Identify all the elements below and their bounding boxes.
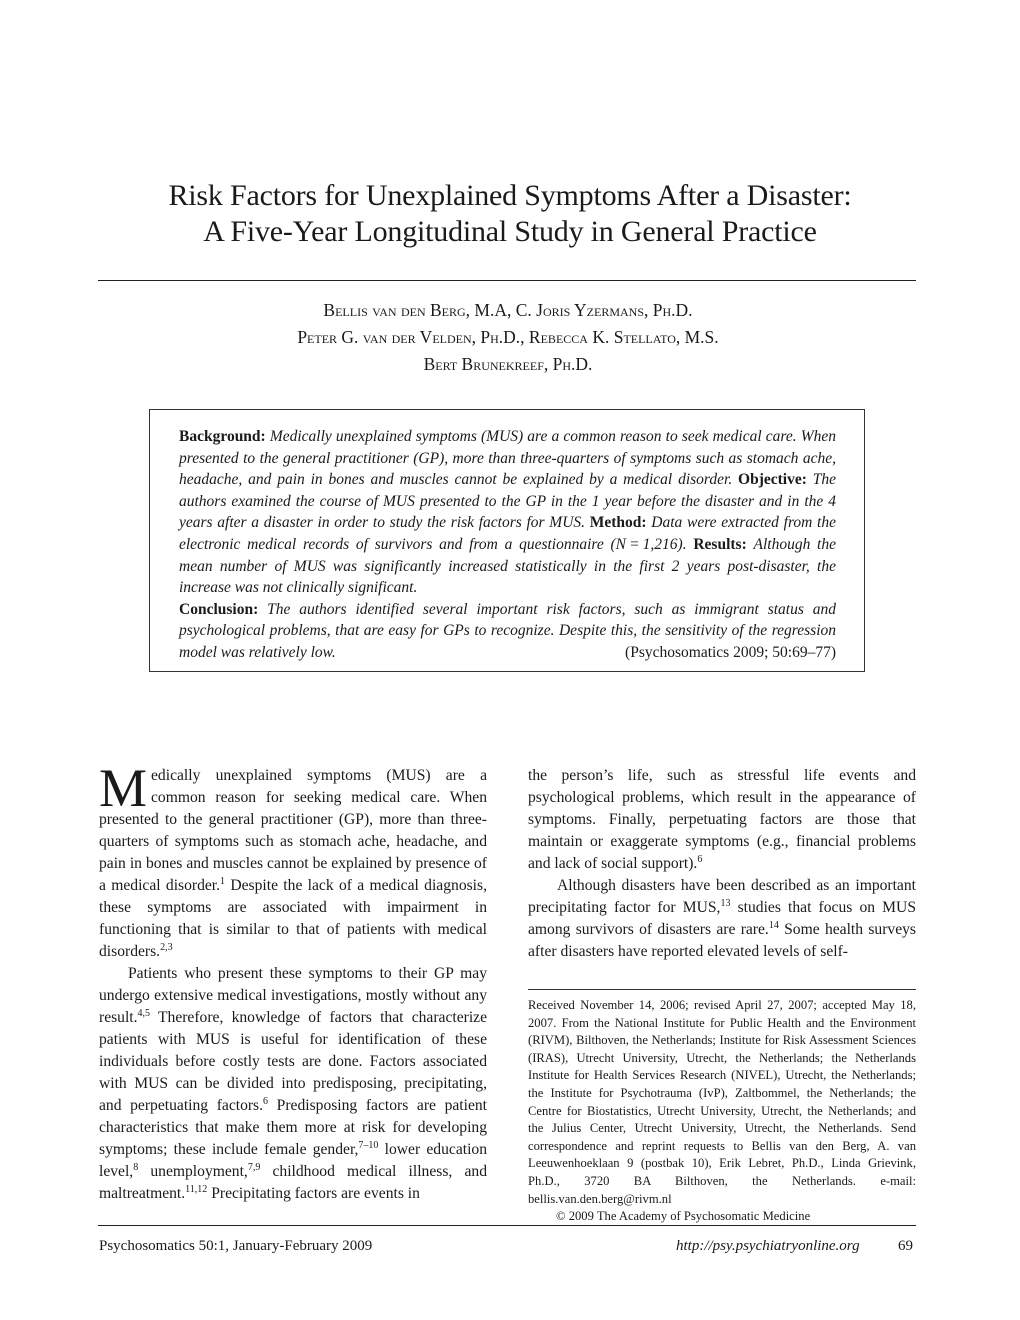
text-run: Predisposing factors are patient characteristics that make them more at risk for developing symptoms; these include female gender,: [99, 1097, 487, 1158]
method-label: Method:: [589, 514, 647, 532]
text-run: Although disasters have been described as an important precipitating factor for MUS,: [528, 877, 916, 916]
author-list: [100, 297, 916, 378]
citation-ref: 8: [133, 1162, 139, 1173]
text-run: unemployment,: [138, 1163, 248, 1180]
text-run: Despite the lack of a medical diagnosis, these symptoms are associated with impairment in functioning that is similar to that of patients with medical disorders.: [99, 877, 487, 960]
footnote-divider: [528, 989, 916, 990]
author-line-1: Bellis van den Berg, M.A, C. Joris Yzermans, Ph.D.: [323, 300, 693, 320]
text-run: Patients who present these symptoms to their GP may undergo extensive medical investigations, mostly without any result.: [99, 965, 487, 1026]
conclusion-text: The authors identified several important risk factors, such as immigrant status and psychological problems, that are easy for GPs to recognize. Despite this, the sensitivity of the regression model was relatively low.: [179, 600, 836, 661]
body-column-left: [99, 758, 487, 1205]
text-run: childhood medical illness, and maltreatment.: [99, 1163, 487, 1202]
page-number: 69: [898, 1238, 913, 1254]
objective-label: Objective:: [738, 471, 807, 489]
body-paragraph: [528, 875, 916, 963]
text-run: Some health surveys after disasters have reported elevated levels of self-: [528, 921, 916, 960]
body-column-right: [528, 765, 916, 963]
abstract-box: [149, 409, 865, 672]
text-run: the person’s life, such as stressful life events and psychological problems, which result in the appearance of symptoms. Finally, perpetuating factors are those that maintain or exaggerate symptoms (e.g., financial problems and lack of social support).: [528, 767, 916, 872]
author-line-2: Peter G. van der Velden, Ph.D., Rebecca K. Stellato, M.S.: [297, 327, 719, 347]
objective-text: The authors examined the course of MUS presented to the GP in the 1 year before the disaster and in the 4 years after a disaster in order to study the risk factors for MUS.: [179, 471, 836, 532]
method-text: Data were extracted from the electronic medical records of survivors and from a questionnaire (N = 1,216).: [179, 514, 836, 553]
body-paragraph: [99, 963, 487, 1205]
article-title: [80, 178, 940, 250]
citation-ref: 7–10: [358, 1140, 379, 1151]
body-paragraph: [528, 765, 916, 875]
journal-url-link[interactable]: http://psy.psychiatryonline.org: [676, 1238, 860, 1254]
text-run: Precipitating factors are events in: [207, 1185, 420, 1202]
abstract-text: [179, 426, 836, 664]
citation-ref: 4,5: [137, 1008, 151, 1019]
citation-ref: 1: [220, 876, 226, 887]
footnote-text: Received November 14, 2006; revised April 27, 2007; accepted May 18, 2007. From the National Institute for Public Health and the Environment (RIVM), Bilthoven, the Netherlands; Institute for Risk Assessment Sciences (IRAS), Utrecht University, Utrecht, the Netherlands; the Netherlands Institute for Health Services Research (NIVEL), Utrecht, the Netherlands; the Institute for Psychotrauma (IvP), Zaltbommel, the Netherlands; the Centre for Biostatistics, Utrecht University, Utrecht, the Netherlands; and the Julius Center, Utrecht University, Utrecht, the Netherlands. Send correspondence and reprint requests to Bellis van den Berg, A. van Leeuwenhoeklaan 9 (postbak 10), Erik Lebret, Ph.D., Linda Grievink, Ph.D., 3720 BA Bilthoven, the Netherlands. e-mail: bellis.van.den.berg@rivm.nl: [528, 998, 916, 1206]
author-line-3: Bert Brunekreef, Ph.D.: [423, 354, 593, 374]
footer-divider: [98, 1225, 916, 1226]
conclusion-label: Conclusion:: [179, 600, 259, 618]
citation-ref: 14: [768, 920, 779, 931]
drop-cap: M: [99, 758, 148, 818]
background-text: Medically unexplained symptoms (MUS) are a common reason to seek medical care. When presented to the general practitioner (GP), more than three-quarters of symptoms such as stomach ache, headache, and pain in bones and muscles cannot be explained by a medical disorder.: [179, 428, 837, 489]
journal-citation: Psychosomatics 50:1, January-February 2009: [99, 1238, 373, 1254]
citation-ref: 2,3: [160, 942, 173, 953]
text-run: lower education level,: [99, 1141, 487, 1180]
body-paragraph: [99, 758, 487, 963]
citation-ref: 6: [697, 854, 703, 865]
citation-ref: 13: [720, 898, 731, 909]
background-label: Background:: [179, 428, 266, 445]
text-run: Therefore, knowledge of factors that characterize patients with MUS is useful for identification of these individuals before costly tests are done. Factors associated with MUS can be divided into predisposing, precipitating, and perpetuating factors.: [99, 1009, 487, 1114]
title-line-2: A Five-Year Longitudinal Study in General Practice: [203, 215, 817, 248]
citation-ref: 7,9: [247, 1162, 261, 1173]
copyright-notice: © 2009 The Academy of Psychosomatic Medicine: [556, 1209, 811, 1224]
results-label: Results:: [693, 535, 747, 553]
text-run: studies that focus on MUS among survivors of disasters are rare.: [528, 899, 916, 938]
results-text: Although the mean number of MUS was significantly increased statistically in the first 2 years post-disaster, the increase was not clinically significant.: [179, 535, 836, 597]
citation-ref: 6: [263, 1096, 269, 1107]
footnote: [528, 997, 916, 1226]
citation-ref: 11,12: [185, 1184, 208, 1195]
title-line-1: Risk Factors for Unexplained Symptoms After a Disaster:: [168, 179, 852, 212]
text-run: edically unexplained symptoms (MUS) are a common reason for seeking medical care. When presented to the general practitioner (GP), more than three-quarters of symptoms such as stomach ache, headache, and pain in bones and muscles cannot be explained by presence of a medical disorder.: [99, 767, 487, 894]
abstract-citation: (Psychosomatics 2009; 50:69–77): [625, 643, 836, 661]
title-divider: [98, 280, 916, 281]
